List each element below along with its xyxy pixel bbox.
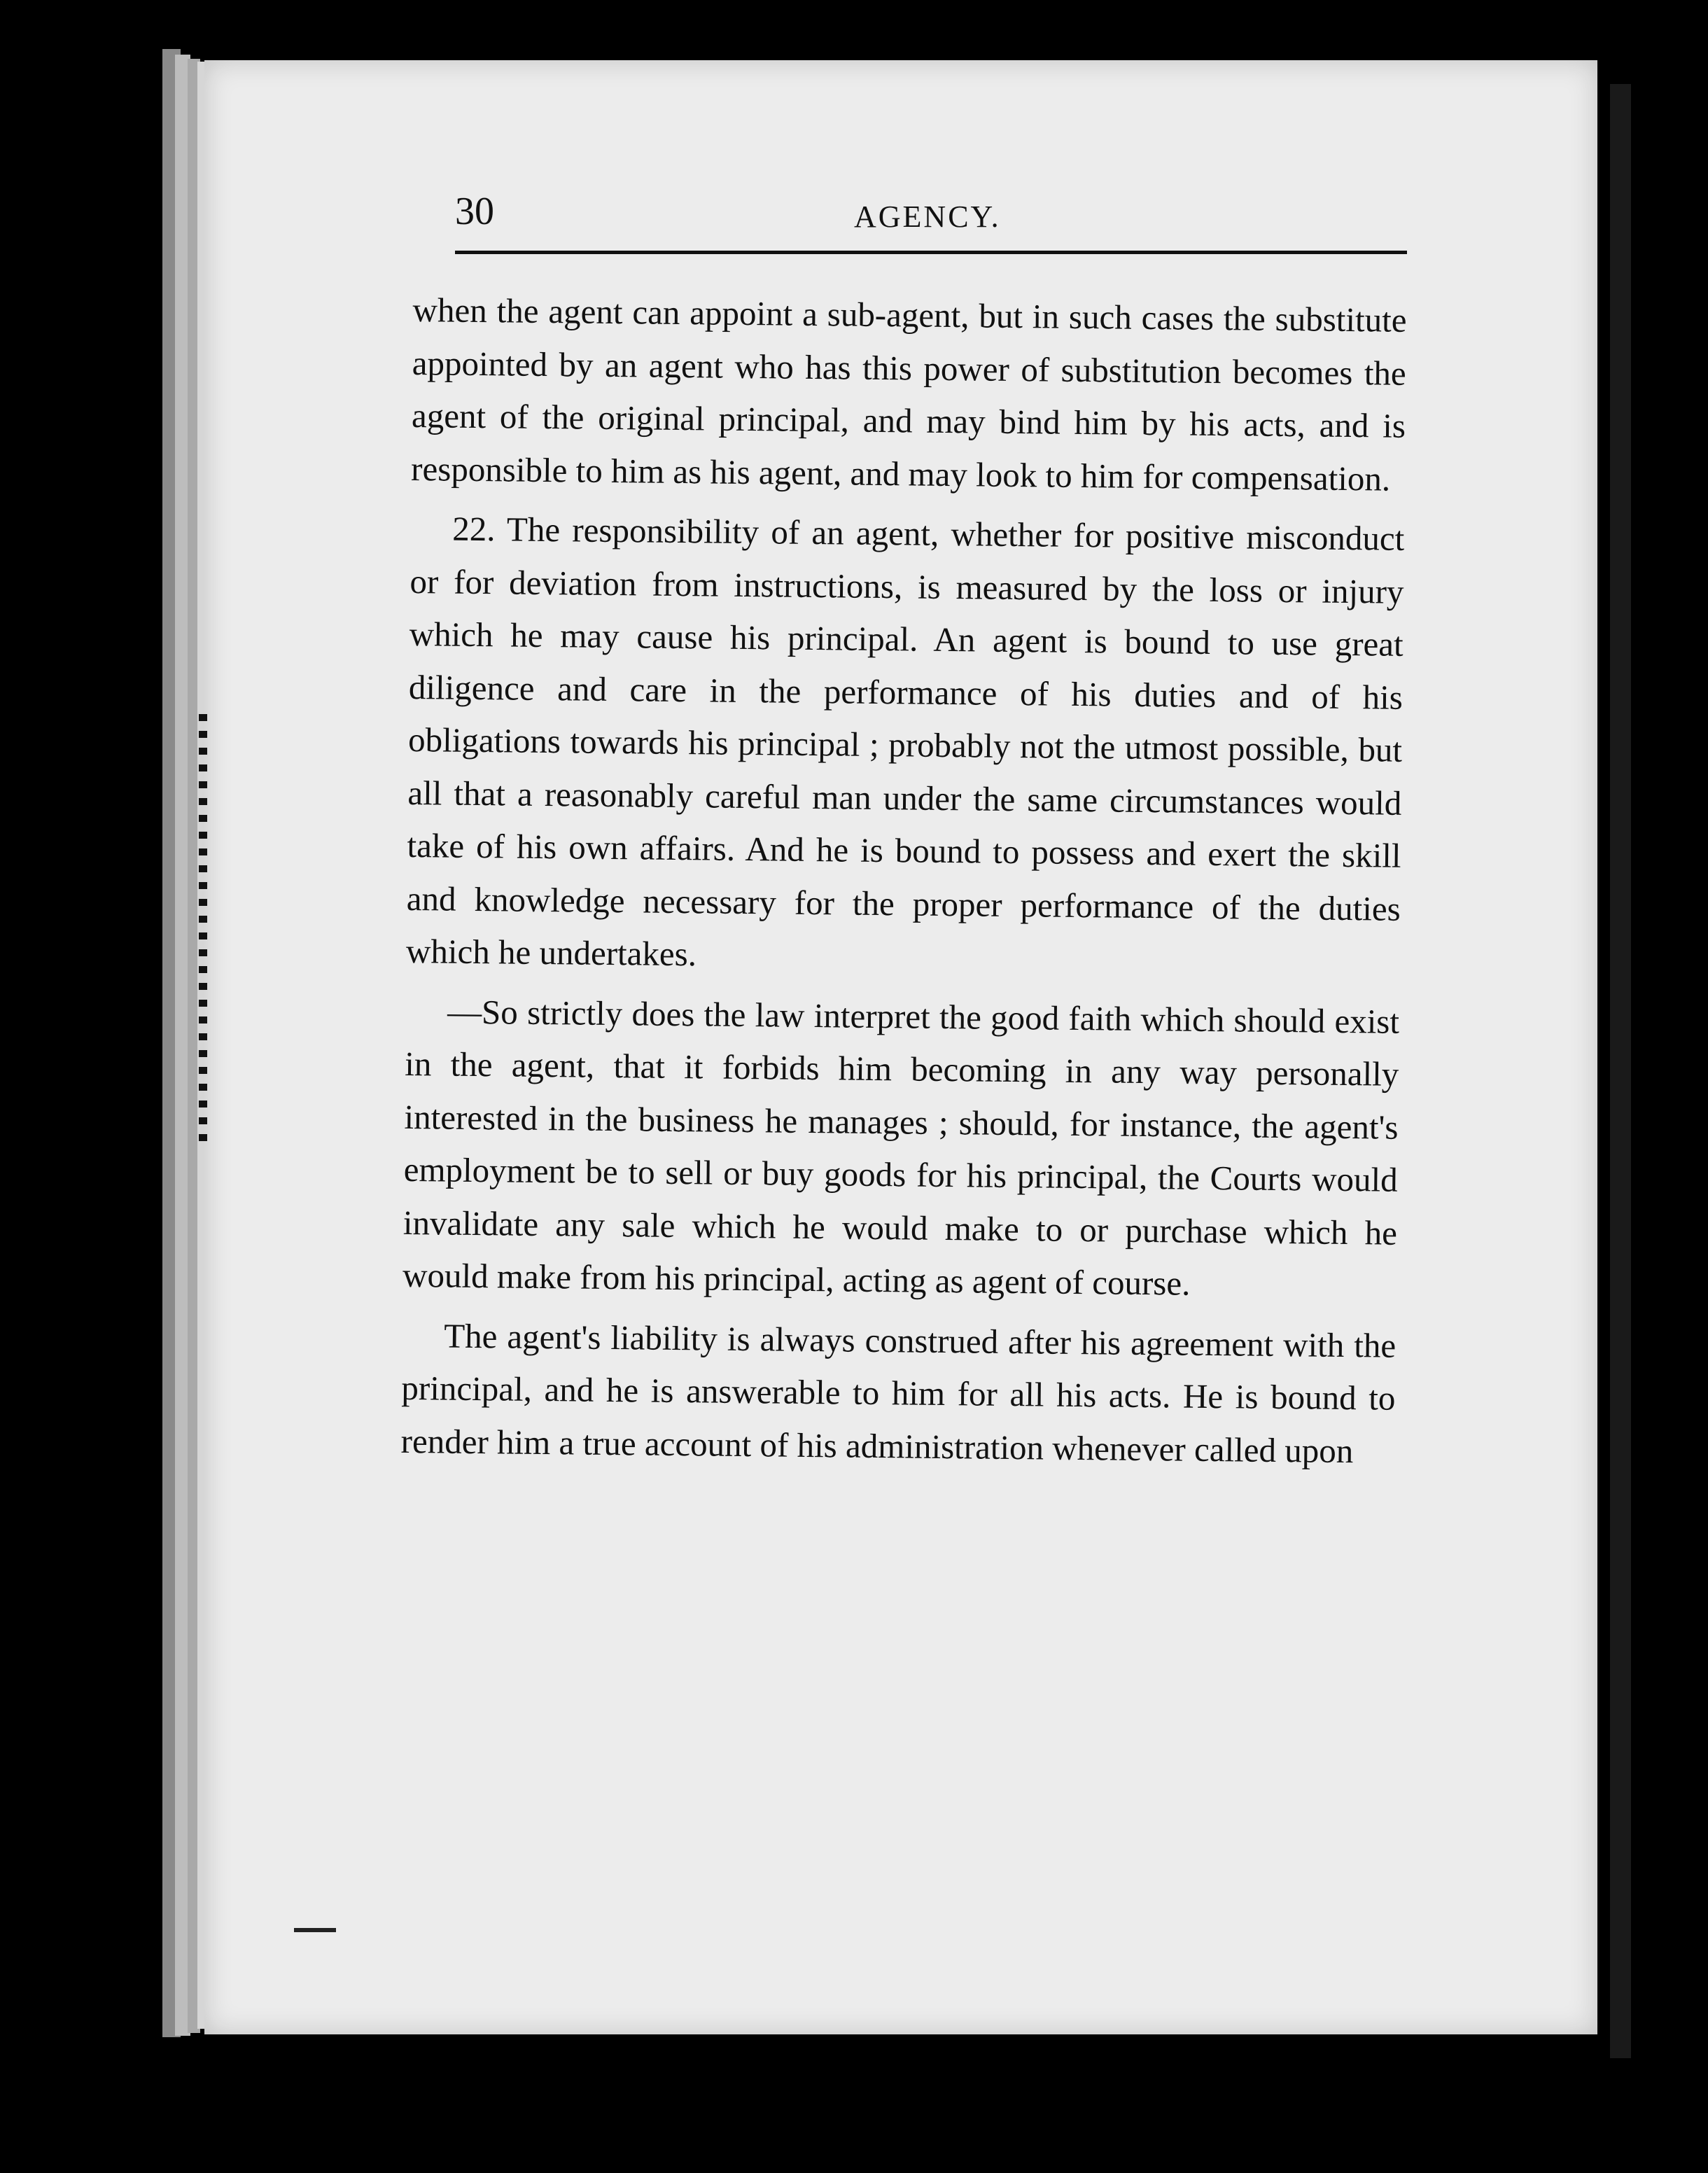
header-rule [455, 251, 1407, 254]
page-header [455, 189, 1407, 266]
paragraph: 22. The responsibility of an agent, whether for positive misconduct or for deviation from instructions, is measured by the loss or injury which he may cause his principal. An agent is bound to use great diligence and care in the performance of his duties and of his obligations towards his principal ; probably not the utmost possible, but all that a reasonably careful man under the same circumstances would take of his own affairs. And he is bound to possess and exert the skill and knowledge necessary for the proper performance of the duties which he undertakes. [405, 509, 1405, 974]
paragraph: The agent's liability is always construed after his agreement with the principal, and he is answerable to him for all his acts. He is bound to render him a true account of his administration whenever called upon [400, 1316, 1396, 1470]
running-head: AGENCY. [854, 200, 1001, 234]
page-number: 30 [455, 190, 494, 233]
paragraph: when the agent can appoint a sub-agent, but in such cases the substitute appointed by an agent who has this power of substitution becomes the agent of the original principal, and may bind him by his acts, and is responsible to him as his agent, and may look to him for compensation. [410, 290, 1407, 498]
margin-mark [294, 1928, 336, 1932]
paragraph: —So strictly does the law interpret the good faith which should exist in the agent, that it forbids him becoming in any way personally interested in the business he manages ; should, for instance, the agent's employment be to sell or buy goods for his principal, the Courts would invalidate any sale which he would make to or purchase which he would make from his principal, acting as agent of course. [402, 992, 1400, 1303]
facing-page-sliver [1610, 84, 1631, 2058]
body-text [400, 284, 1407, 1485]
binding-marks [199, 714, 207, 1148]
